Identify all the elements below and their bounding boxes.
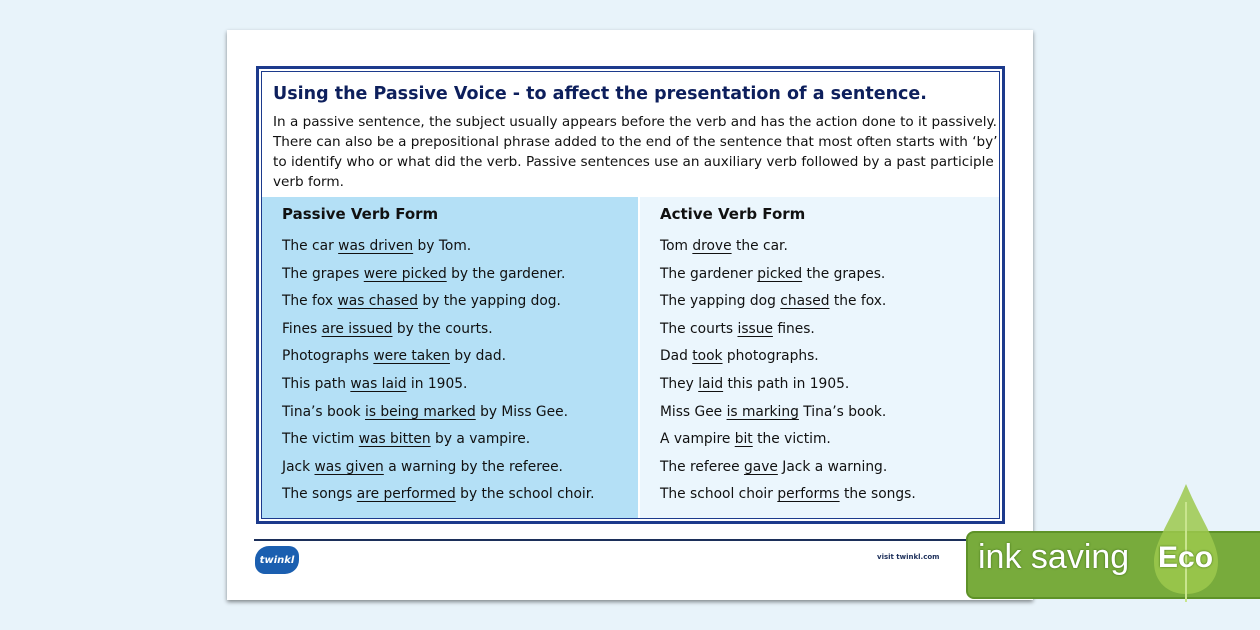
sentence-text: this path in 1905. [723, 375, 850, 392]
sentence-text: The fox [282, 293, 338, 310]
verb-phrase: were picked [363, 265, 447, 282]
sentence-text: The victim [282, 431, 359, 448]
verb-phrase: was chased [337, 293, 419, 310]
sentence-text: the fox. [829, 293, 887, 310]
sentence-text: The grapes [282, 265, 364, 282]
sentence-text: Jack a warning. [777, 458, 888, 475]
page-title: Using the Passive Voice - to affect the presentation of a sentence. [273, 84, 927, 104]
sentence-row [282, 238, 595, 266]
verb-phrase: is marking [726, 403, 799, 420]
intro-paragraph: In a passive sentence, the subject usually appears before the verb and has the action done to it passively. There can also be a prepositional phrase added to the end of the sentence that most often starts with ‘by’ to identify who or what did the verb. Passive sentences use an auxiliary verb followed by a past participle verb form. [273, 114, 998, 190]
sentence-text: Jack [282, 458, 315, 475]
sentence-text: The yapping dog [660, 293, 781, 310]
sentence-text: the victim. [752, 431, 831, 448]
sentence-text: Photographs [282, 348, 374, 365]
ink-saving-label: ink saving [978, 538, 1130, 576]
sentence-text: Dad [660, 348, 693, 365]
content-frame [256, 66, 1005, 524]
sentence-row [282, 293, 595, 321]
verb-phrase: issue [737, 320, 773, 337]
sentence-text: The car [282, 238, 339, 254]
sentence-text: Tina’s book. [798, 403, 887, 420]
sentence-row [282, 431, 595, 459]
sentence-text: The courts [660, 320, 738, 337]
sentence-text: by the yapping dog. [418, 293, 561, 310]
sentence-text: Tom [660, 238, 693, 254]
verb-phrase: drove [692, 238, 732, 254]
sentence-text: The referee [660, 458, 744, 475]
sentence-text: This path [282, 375, 351, 392]
sentence-text: Fines [282, 320, 322, 337]
sentence-row [660, 266, 916, 294]
sentence-text: the car. [731, 238, 788, 254]
sentence-text: by a vampire. [430, 431, 531, 448]
sentence-text: A vampire [660, 431, 735, 448]
sentence-text: by Tom. [413, 238, 472, 254]
verb-phrase: was given [314, 458, 384, 475]
twinkl-logo: twinkl [255, 546, 299, 574]
sentence-text: by the courts. [392, 320, 493, 337]
verb-phrase: were taken [373, 348, 450, 365]
sentence-row [660, 404, 916, 432]
sentence-row [660, 486, 916, 514]
sentence-text: Miss Gee [660, 403, 727, 420]
sentence-row [660, 293, 916, 321]
sentence-row [660, 459, 916, 487]
sentence-text: fines. [772, 320, 815, 337]
sentence-row [282, 348, 595, 376]
verb-phrase: gave [743, 458, 778, 475]
verb-phrase: are performed [356, 486, 456, 503]
sentence-text: in 1905. [406, 375, 468, 392]
verb-phrase: took [692, 348, 723, 365]
eco-label: Eco [1158, 541, 1214, 574]
verb-phrase: laid [698, 375, 724, 392]
active-heading: Active Verb Form [660, 205, 806, 223]
sentence-text: photographs. [722, 348, 819, 365]
sentence-text: They [660, 375, 699, 392]
verb-phrase: is being marked [365, 403, 476, 420]
worksheet-page [227, 30, 1033, 600]
passive-heading: Passive Verb Form [282, 205, 439, 223]
visit-link[interactable]: visit twinkl.com [877, 553, 940, 561]
sentence-row [282, 459, 595, 487]
sentence-text: The school choir [660, 486, 778, 503]
sentence-text: the grapes. [802, 265, 886, 282]
sentence-text: the songs. [839, 486, 916, 503]
sentence-row [660, 348, 916, 376]
sentence-text: The gardener [660, 265, 758, 282]
sentence-text: The songs [282, 486, 357, 503]
sentence-row [282, 266, 595, 294]
verb-phrase: was laid [350, 375, 407, 392]
verb-phrase: bit [734, 431, 753, 448]
footer-divider [254, 539, 1000, 541]
sentence-row [282, 321, 595, 349]
verb-phrase: was bitten [358, 431, 431, 448]
sentence-text: a warning by the referee. [383, 458, 563, 475]
passive-column [262, 197, 638, 518]
sentence-row [660, 238, 916, 266]
sentence-text: by Miss Gee. [475, 403, 568, 420]
active-column [640, 197, 999, 518]
verb-phrase: are issued [321, 320, 393, 337]
sentence-row [660, 376, 916, 404]
sentence-text: by dad. [449, 348, 507, 365]
active-rows [660, 238, 916, 514]
sentence-text: by the gardener. [446, 265, 566, 282]
verb-phrase: was driven [338, 238, 414, 254]
sentence-text: Tina’s book [282, 403, 366, 420]
sentence-row [282, 376, 595, 404]
sentence-row [282, 404, 595, 432]
verb-phrase: picked [757, 265, 803, 282]
verb-phrase: chased [780, 293, 830, 310]
verb-phrase: performs [777, 486, 840, 503]
sentence-row [660, 431, 916, 459]
sentence-text: by the school choir. [455, 486, 595, 503]
sentence-row [660, 321, 916, 349]
passive-rows [282, 238, 595, 514]
sentence-row [282, 486, 595, 514]
